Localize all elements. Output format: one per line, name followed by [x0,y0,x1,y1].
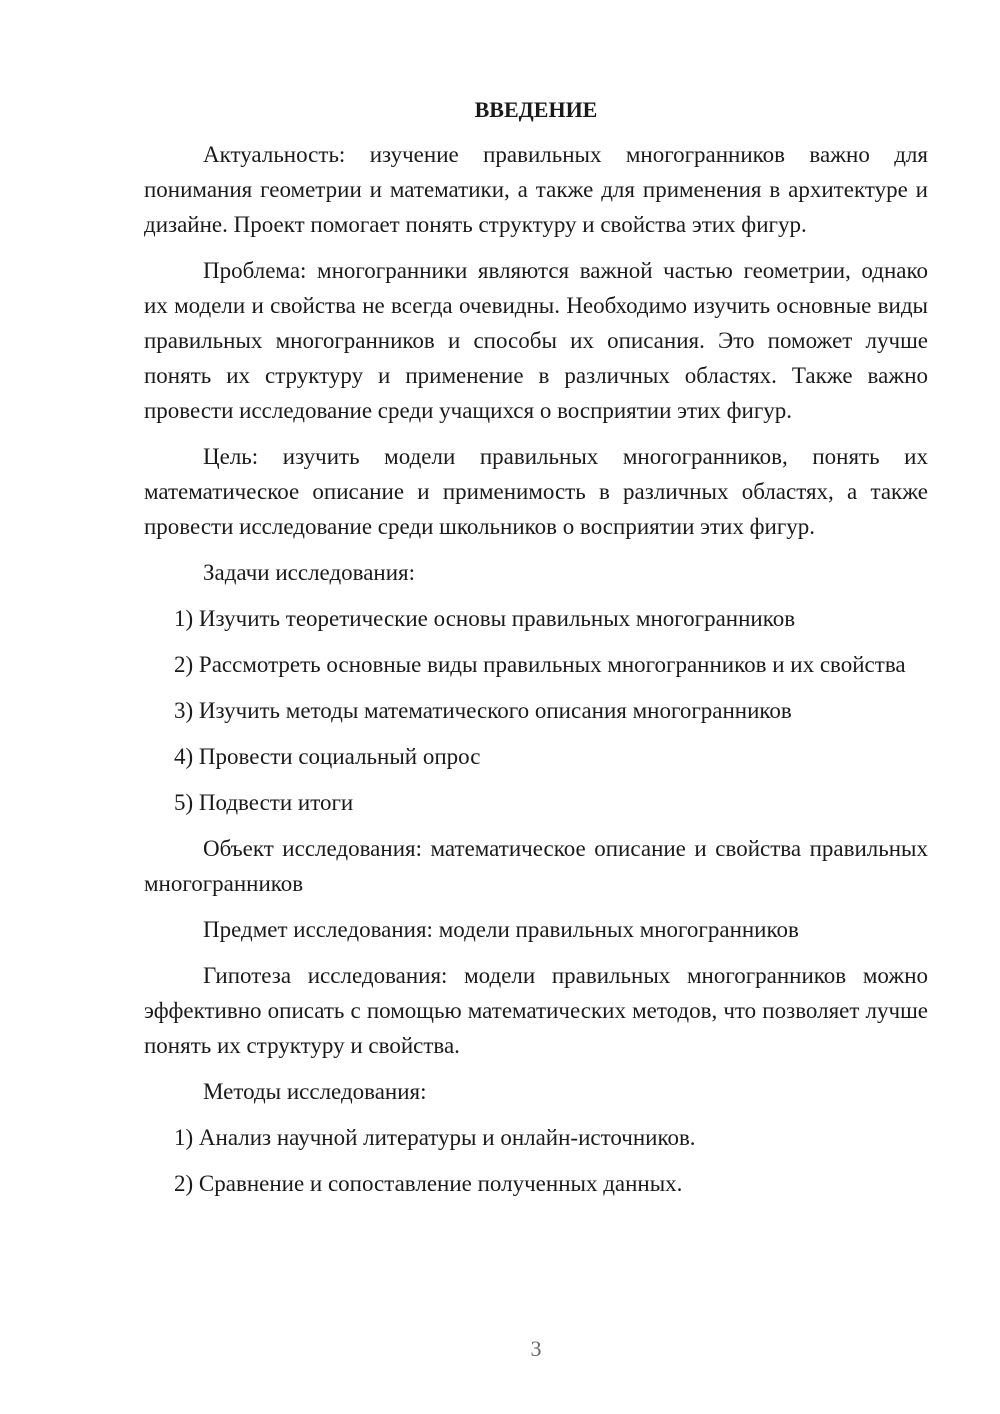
method-item-1: 1) Анализ научной литературы и онлайн-источников. [174,1125,696,1150]
methods-heading: Методы исследования: [203,1079,427,1104]
task-item-3: 3) Изучить методы математического описания многогранников [174,698,792,723]
hypothesis-paragraph: Гипотеза исследования: модели правильных многогранников можно эффективно описать с помощью математических методов, что позволяет лучше понять их структуру и свойства. [144,963,928,1058]
method-item-2: 2) Сравнение и сопоставление полученных данных. [174,1171,683,1196]
goal-paragraph: Цель: изучить модели правильных многогранников, понять их математическое описание и применимость в различных областях, а также провести исследование среди школьников о восприятии этих фигур. [144,444,928,539]
task-item-4: 4) Провести социальный опрос [174,744,481,769]
task-item-5: 5) Подвести итоги [174,790,354,815]
tasks-heading: Задачи исследования: [203,560,416,585]
problem-paragraph: Проблема: многогранники являются важной частью геометрии, однако их модели и свойства не всегда очевидны. Необходимо изучить основные виды правильных многогранников и способы их описания. Это поможет лучше понять их структуру и применение в различных областях. Также важно провести исследование среди учащихся о восприятии этих фигур. [144,258,928,423]
section-title: ВВЕДЕНИЕ [474,97,598,122]
subject-paragraph: Предмет исследования: модели правильных многогранников [203,917,799,942]
page-content [144,95,928,1212]
page-number: 3 [530,1336,542,1361]
relevance-paragraph: Актуальность: изучение правильных многогранников важно для понимания геометрии и математики, а также для применения в архитектуре и дизайне. Проект помогает понять структуру и свойства этих фигур. [144,142,928,237]
task-item-2: 2) Рассмотреть основные виды правильных многогранников и их свойства [174,652,906,677]
object-paragraph: Объект исследования: математическое описание и свойства правильных многогранников [144,836,928,896]
task-item-1: 1) Изучить теоретические основы правильных многогранников [174,606,796,631]
